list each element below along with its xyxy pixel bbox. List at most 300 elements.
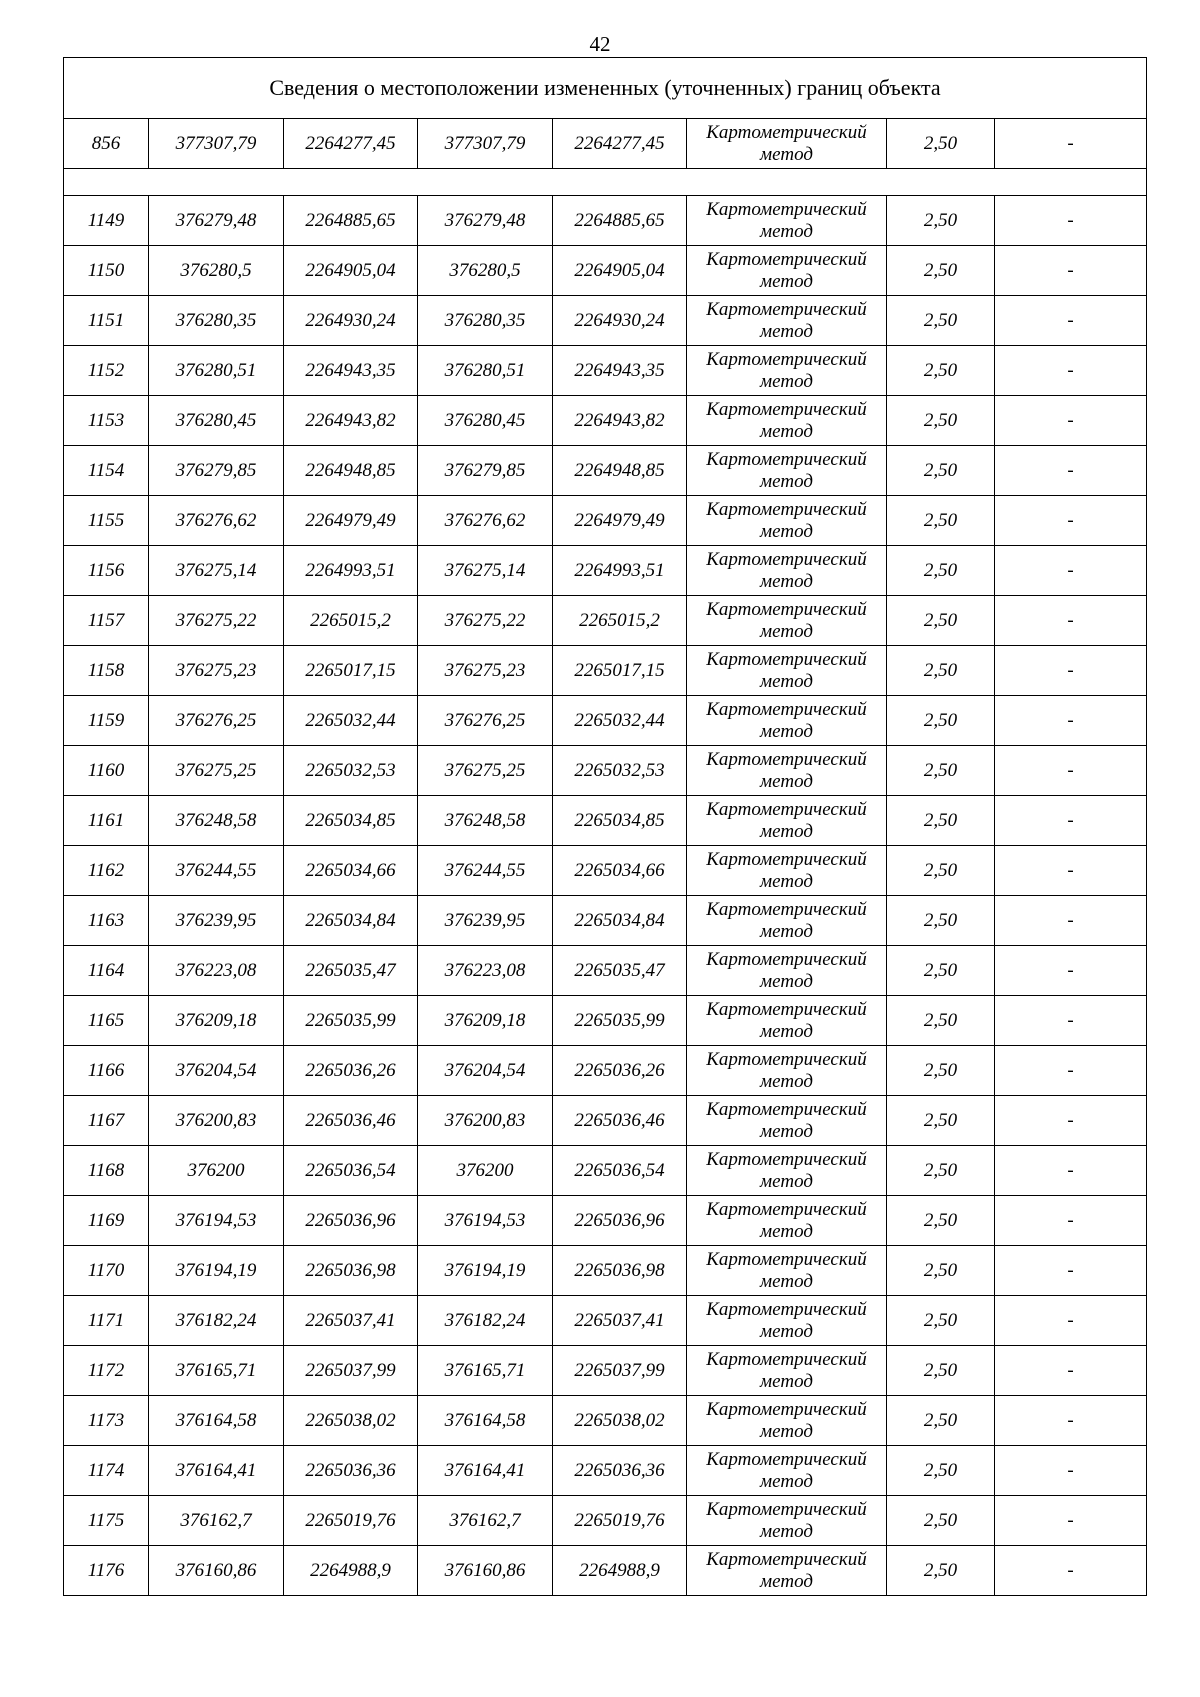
method-label-line1: Картометрический [706,648,867,670]
table-row [64,1346,1147,1396]
method-cell [687,1546,887,1596]
x-new-cell: 376194,53 [418,1196,553,1246]
table-row [64,396,1147,446]
y-new-cell: 2265036,98 [553,1246,687,1296]
x-old-cell: 376244,55 [149,846,284,896]
point-number-cell: 1170 [64,1246,149,1296]
x-new-cell: 376200 [418,1146,553,1196]
method-label-line2: метод [760,1270,813,1292]
method-label-line2: метод [760,570,813,592]
precision-cell: 2,50 [887,1196,995,1246]
method-label-line2: метод [760,370,813,392]
note-cell: - [995,746,1147,796]
y-old-cell: 2264277,45 [284,119,418,169]
point-number-cell: 1173 [64,1396,149,1446]
point-number-cell: 1172 [64,1346,149,1396]
method-cell [687,496,887,546]
x-new-cell: 376276,62 [418,496,553,546]
y-old-cell: 2264979,49 [284,496,418,546]
y-old-cell: 2265032,44 [284,696,418,746]
y-new-cell: 2265036,54 [553,1146,687,1196]
table-row [64,119,1147,169]
table-gap-cell [64,169,1147,196]
method-label-line2: метод [760,770,813,792]
y-new-cell: 2265034,84 [553,896,687,946]
table-row [64,1246,1147,1296]
method-label-line2: метод [760,820,813,842]
precision-cell: 2,50 [887,1146,995,1196]
table-row [64,696,1147,746]
x-old-cell: 376248,58 [149,796,284,846]
x-new-cell: 376280,5 [418,246,553,296]
x-new-cell: 376280,35 [418,296,553,346]
method-label-line1: Картометрический [706,548,867,570]
point-number-cell: 1158 [64,646,149,696]
method-label-line2: метод [760,1320,813,1342]
point-number-cell: 1161 [64,796,149,846]
method-cell [687,346,887,396]
x-old-cell: 376200 [149,1146,284,1196]
method-label-line2: метод [760,1220,813,1242]
x-old-cell: 376275,25 [149,746,284,796]
y-new-cell: 2265032,53 [553,746,687,796]
method-cell [687,796,887,846]
method-cell [687,1496,887,1546]
y-old-cell: 2265036,26 [284,1046,418,1096]
table-row [64,1496,1147,1546]
x-old-cell: 376160,86 [149,1546,284,1596]
y-old-cell: 2265017,15 [284,646,418,696]
boundary-coordinates-table [63,57,1147,1596]
y-old-cell: 2264993,51 [284,546,418,596]
y-new-cell: 2265037,99 [553,1346,687,1396]
method-label-line1: Картометрический [706,598,867,620]
method-label-line2: метод [760,920,813,942]
point-number-cell: 1169 [64,1196,149,1246]
note-cell: - [995,296,1147,346]
precision-cell: 2,50 [887,696,995,746]
y-new-cell: 2265037,41 [553,1296,687,1346]
method-cell [687,1396,887,1446]
x-new-cell: 376279,85 [418,446,553,496]
precision-cell: 2,50 [887,646,995,696]
x-new-cell: 376209,18 [418,996,553,1046]
method-cell [687,446,887,496]
precision-cell: 2,50 [887,246,995,296]
precision-cell: 2,50 [887,196,995,246]
x-old-cell: 376165,71 [149,1346,284,1396]
method-label-line2: метод [760,1520,813,1542]
y-new-cell: 2264979,49 [553,496,687,546]
method-label-line2: метод [760,870,813,892]
table-row [64,1096,1147,1146]
point-number-cell: 1175 [64,1496,149,1546]
method-label-line2: метод [760,1370,813,1392]
x-old-cell: 376162,7 [149,1496,284,1546]
note-cell: - [995,246,1147,296]
note-cell: - [995,546,1147,596]
x-old-cell: 376275,14 [149,546,284,596]
method-cell [687,896,887,946]
method-label-line2: метод [760,1120,813,1142]
y-new-cell: 2265032,44 [553,696,687,746]
y-old-cell: 2265036,46 [284,1096,418,1146]
method-label-line1: Картометрический [706,1298,867,1320]
method-label-line1: Картометрический [706,298,867,320]
point-number-cell: 1157 [64,596,149,646]
x-old-cell: 376280,45 [149,396,284,446]
table-row [64,1296,1147,1346]
point-number-cell: 1149 [64,196,149,246]
precision-cell: 2,50 [887,946,995,996]
point-number-cell: 856 [64,119,149,169]
precision-cell: 2,50 [887,546,995,596]
method-label-line2: метод [760,1570,813,1592]
y-old-cell: 2265036,54 [284,1146,418,1196]
point-number-cell: 1152 [64,346,149,396]
note-cell: - [995,996,1147,1046]
y-old-cell: 2265037,41 [284,1296,418,1346]
y-new-cell: 2265017,15 [553,646,687,696]
x-old-cell: 376279,48 [149,196,284,246]
table-row [64,1196,1147,1246]
method-cell [687,1046,887,1096]
x-new-cell: 376194,19 [418,1246,553,1296]
x-new-cell: 376182,24 [418,1296,553,1346]
y-old-cell: 2265036,98 [284,1246,418,1296]
x-new-cell: 376275,23 [418,646,553,696]
note-cell: - [995,896,1147,946]
y-new-cell: 2265036,36 [553,1446,687,1496]
note-cell: - [995,396,1147,446]
table-row [64,1446,1147,1496]
table-title-row [64,58,1147,119]
x-new-cell: 376239,95 [418,896,553,946]
method-label-line1: Картометрический [706,698,867,720]
point-number-cell: 1163 [64,896,149,946]
table-row [64,1046,1147,1096]
method-label-line1: Картометрический [706,948,867,970]
note-cell: - [995,196,1147,246]
point-number-cell: 1151 [64,296,149,346]
method-cell [687,746,887,796]
method-label-line1: Картометрический [706,1148,867,1170]
note-cell: - [995,1196,1147,1246]
table-row [64,296,1147,346]
y-new-cell: 2264993,51 [553,546,687,596]
x-new-cell: 376165,71 [418,1346,553,1396]
method-cell [687,1296,887,1346]
method-label-line1: Картометрический [706,1098,867,1120]
y-old-cell: 2264943,82 [284,396,418,446]
method-label-line1: Картометрический [706,448,867,470]
point-number-cell: 1155 [64,496,149,546]
method-cell [687,1446,887,1496]
note-cell: - [995,496,1147,546]
y-old-cell: 2265036,96 [284,1196,418,1246]
y-new-cell: 2264943,35 [553,346,687,396]
precision-cell: 2,50 [887,296,995,346]
y-new-cell: 2264943,82 [553,396,687,446]
method-label-line1: Картометрический [706,121,867,143]
y-new-cell: 2264948,85 [553,446,687,496]
table-row [64,946,1147,996]
point-number-cell: 1156 [64,546,149,596]
precision-cell: 2,50 [887,496,995,546]
x-old-cell: 376209,18 [149,996,284,1046]
note-cell: - [995,596,1147,646]
method-label-line2: метод [760,270,813,292]
y-new-cell: 2264930,24 [553,296,687,346]
table-row [64,646,1147,696]
point-number-cell: 1154 [64,446,149,496]
method-label-line2: метод [760,1170,813,1192]
precision-cell: 2,50 [887,346,995,396]
x-old-cell: 376194,53 [149,1196,284,1246]
method-label-line2: метод [760,1470,813,1492]
y-old-cell: 2264930,24 [284,296,418,346]
y-new-cell: 2264277,45 [553,119,687,169]
x-new-cell: 376279,48 [418,196,553,246]
x-new-cell: 376223,08 [418,946,553,996]
y-old-cell: 2264905,04 [284,246,418,296]
x-old-cell: 376279,85 [149,446,284,496]
y-new-cell: 2264885,65 [553,196,687,246]
x-new-cell: 376162,7 [418,1496,553,1546]
x-new-cell: 376280,51 [418,346,553,396]
method-cell [687,119,887,169]
y-new-cell: 2265034,66 [553,846,687,896]
method-label-line1: Картометрический [706,398,867,420]
x-old-cell: 376204,54 [149,1046,284,1096]
point-number-cell: 1171 [64,1296,149,1346]
table-row [64,1396,1147,1446]
method-label-line1: Картометрический [706,848,867,870]
y-old-cell: 2265034,66 [284,846,418,896]
x-new-cell: 376164,58 [418,1396,553,1446]
y-new-cell: 2265019,76 [553,1496,687,1546]
method-cell [687,646,887,696]
method-label-line1: Картометрический [706,1448,867,1470]
y-old-cell: 2264948,85 [284,446,418,496]
point-number-cell: 1165 [64,996,149,1046]
x-old-cell: 376275,23 [149,646,284,696]
x-new-cell: 376160,86 [418,1546,553,1596]
x-old-cell: 376276,25 [149,696,284,746]
precision-cell: 2,50 [887,596,995,646]
y-old-cell: 2265036,36 [284,1446,418,1496]
method-label-line1: Картометрический [706,348,867,370]
method-label-line2: метод [760,520,813,542]
method-cell [687,246,887,296]
x-new-cell: 376275,25 [418,746,553,796]
x-new-cell: 376244,55 [418,846,553,896]
table-row [64,346,1147,396]
method-label-line2: метод [760,1020,813,1042]
method-label-line1: Картометрический [706,198,867,220]
method-label-line2: метод [760,320,813,342]
table-gap-row [64,169,1147,196]
method-label-line2: метод [760,470,813,492]
y-new-cell: 2265036,96 [553,1196,687,1246]
y-old-cell: 2265032,53 [284,746,418,796]
precision-cell: 2,50 [887,1296,995,1346]
method-label-line1: Картометрический [706,498,867,520]
method-cell [687,946,887,996]
table-title: Сведения о местоположении измененных (уточненных) границ объекта [64,58,1147,119]
note-cell: - [995,646,1147,696]
x-old-cell: 376280,51 [149,346,284,396]
table-row [64,596,1147,646]
method-label-line1: Картометрический [706,1348,867,1370]
x-new-cell: 376164,41 [418,1446,553,1496]
x-new-cell: 376248,58 [418,796,553,846]
table-row [64,246,1147,296]
x-old-cell: 377307,79 [149,119,284,169]
point-number-cell: 1153 [64,396,149,446]
x-old-cell: 376182,24 [149,1296,284,1346]
method-label-line1: Картометрический [706,998,867,1020]
method-cell [687,396,887,446]
point-number-cell: 1166 [64,1046,149,1096]
table-row [64,546,1147,596]
precision-cell: 2,50 [887,1446,995,1496]
x-old-cell: 376280,35 [149,296,284,346]
method-cell [687,296,887,346]
method-cell [687,696,887,746]
note-cell: - [995,1496,1147,1546]
method-label-line2: метод [760,220,813,242]
point-number-cell: 1159 [64,696,149,746]
y-new-cell: 2265035,47 [553,946,687,996]
precision-cell: 2,50 [887,1096,995,1146]
table-row [64,1146,1147,1196]
x-old-cell: 376194,19 [149,1246,284,1296]
method-cell [687,846,887,896]
table-row [64,796,1147,846]
y-old-cell: 2265035,99 [284,996,418,1046]
method-cell [687,1246,887,1296]
method-label-line2: метод [760,143,813,165]
y-old-cell: 2265038,02 [284,1396,418,1446]
x-new-cell: 376204,54 [418,1046,553,1096]
precision-cell: 2,50 [887,1496,995,1546]
method-label-line2: метод [760,670,813,692]
table-row [64,896,1147,946]
precision-cell: 2,50 [887,1396,995,1446]
method-cell [687,596,887,646]
y-new-cell: 2265036,26 [553,1046,687,1096]
x-new-cell: 376280,45 [418,396,553,446]
method-label-line2: метод [760,620,813,642]
note-cell: - [995,1396,1147,1446]
precision-cell: 2,50 [887,896,995,946]
note-cell: - [995,1446,1147,1496]
method-label-line1: Картометрический [706,898,867,920]
note-cell: - [995,346,1147,396]
y-old-cell: 2265015,2 [284,596,418,646]
precision-cell: 2,50 [887,119,995,169]
y-new-cell: 2265038,02 [553,1396,687,1446]
y-new-cell: 2265034,85 [553,796,687,846]
note-cell: - [995,446,1147,496]
precision-cell: 2,50 [887,796,995,846]
table-row [64,196,1147,246]
y-new-cell: 2265015,2 [553,596,687,646]
point-number-cell: 1160 [64,746,149,796]
y-old-cell: 2265037,99 [284,1346,418,1396]
point-number-cell: 1167 [64,1096,149,1146]
y-old-cell: 2265034,84 [284,896,418,946]
y-old-cell: 2264988,9 [284,1546,418,1596]
method-label-line1: Картометрический [706,1548,867,1570]
method-label-line1: Картометрический [706,1248,867,1270]
y-new-cell: 2264905,04 [553,246,687,296]
note-cell: - [995,846,1147,896]
method-label-line1: Картометрический [706,248,867,270]
method-label-line2: метод [760,970,813,992]
x-old-cell: 376223,08 [149,946,284,996]
method-label-line1: Картометрический [706,1498,867,1520]
x-new-cell: 377307,79 [418,119,553,169]
table-row [64,746,1147,796]
x-new-cell: 376275,14 [418,546,553,596]
method-label-line2: метод [760,720,813,742]
table-row [64,496,1147,546]
method-cell [687,996,887,1046]
y-old-cell: 2264885,65 [284,196,418,246]
precision-cell: 2,50 [887,746,995,796]
method-cell [687,1146,887,1196]
x-new-cell: 376276,25 [418,696,553,746]
point-number-cell: 1164 [64,946,149,996]
precision-cell: 2,50 [887,1346,995,1396]
method-label-line1: Картометрический [706,1198,867,1220]
note-cell: - [995,1146,1147,1196]
point-number-cell: 1150 [64,246,149,296]
y-old-cell: 2265035,47 [284,946,418,996]
note-cell: - [995,796,1147,846]
precision-cell: 2,50 [887,1046,995,1096]
note-cell: - [995,1346,1147,1396]
precision-cell: 2,50 [887,1246,995,1296]
method-label-line1: Картометрический [706,1048,867,1070]
table-row [64,446,1147,496]
note-cell: - [995,1046,1147,1096]
page-number: 42 [589,32,611,56]
x-old-cell: 376280,5 [149,246,284,296]
x-old-cell: 376164,41 [149,1446,284,1496]
table-row [64,1546,1147,1596]
x-new-cell: 376275,22 [418,596,553,646]
table-row [64,996,1147,1046]
precision-cell: 2,50 [887,996,995,1046]
y-new-cell: 2265035,99 [553,996,687,1046]
note-cell: - [995,1246,1147,1296]
point-number-cell: 1174 [64,1446,149,1496]
method-cell [687,1096,887,1146]
y-old-cell: 2265019,76 [284,1496,418,1546]
note-cell: - [995,119,1147,169]
x-old-cell: 376164,58 [149,1396,284,1446]
point-number-cell: 1168 [64,1146,149,1196]
x-old-cell: 376276,62 [149,496,284,546]
x-old-cell: 376275,22 [149,596,284,646]
method-cell [687,1346,887,1396]
y-new-cell: 2264988,9 [553,1546,687,1596]
method-label-line2: метод [760,1070,813,1092]
y-new-cell: 2265036,46 [553,1096,687,1146]
